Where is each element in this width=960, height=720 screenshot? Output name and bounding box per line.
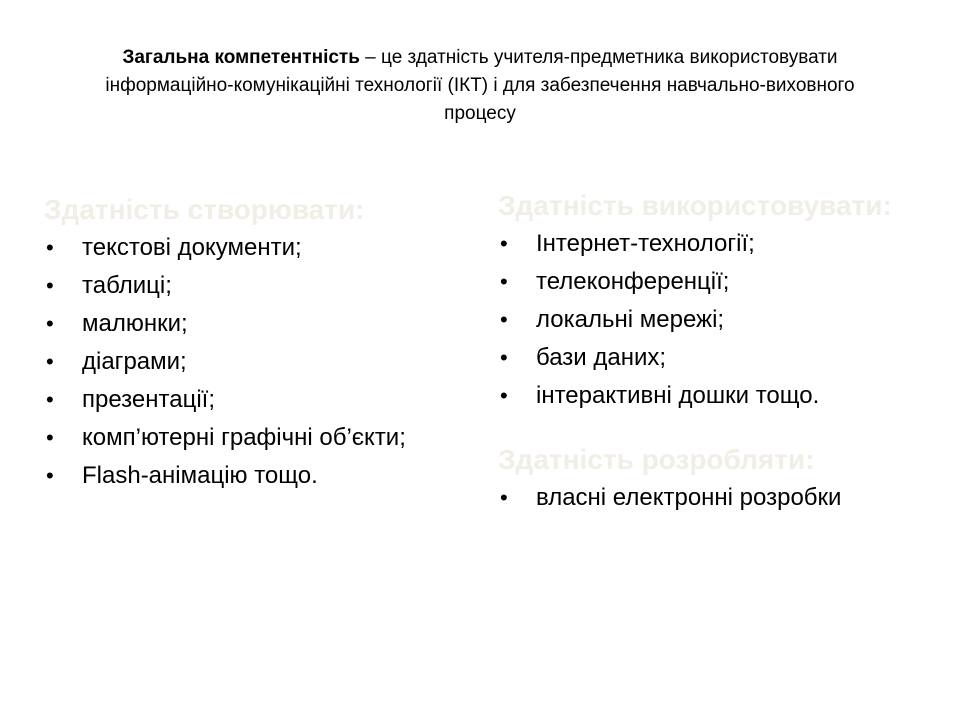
intro-term: Загальна компетентність	[122, 47, 360, 68]
right-column	[498, 188, 938, 522]
list-item	[498, 230, 938, 258]
list-item	[44, 272, 444, 300]
list-item-text: презентації;	[82, 386, 215, 413]
bullet-icon: •	[46, 273, 54, 298]
bullet-icon: •	[500, 345, 508, 370]
list-item-text: власні електронні розробки	[536, 484, 842, 511]
list-item	[44, 462, 444, 490]
list-item-text: бази даних;	[536, 344, 667, 371]
list-item	[44, 348, 444, 376]
left-column	[44, 192, 444, 500]
list-item	[498, 344, 938, 372]
develop-list	[498, 484, 938, 512]
bullet-icon: •	[46, 311, 54, 336]
list-item-text: малюнки;	[82, 310, 188, 337]
list-item-text: комп’ютерні графічні об’єкти;	[82, 424, 406, 451]
list-item-text: телеконференції;	[536, 268, 730, 295]
bullet-icon: •	[46, 463, 54, 488]
list-item-text: текстові документи;	[82, 234, 302, 261]
create-heading: Здатність створювати:	[44, 194, 365, 225]
intro-paragraph	[80, 44, 880, 128]
list-item-text: локальні мережі;	[536, 306, 725, 333]
bullet-icon: •	[500, 383, 508, 408]
list-item	[44, 234, 444, 262]
bullet-icon: •	[500, 307, 508, 332]
create-list	[44, 234, 444, 490]
list-item-text: діаграми;	[82, 348, 187, 375]
bullet-icon: •	[46, 235, 54, 260]
list-item	[498, 306, 938, 334]
bullet-icon: •	[500, 269, 508, 294]
list-item-text: Flash-анімацію тощо.	[82, 462, 318, 489]
bullet-icon: •	[46, 387, 54, 412]
list-item	[498, 484, 938, 512]
bullet-icon: •	[500, 485, 508, 510]
list-item	[44, 310, 444, 338]
list-item	[498, 382, 938, 410]
list-item	[44, 424, 422, 452]
use-list	[498, 230, 938, 410]
intro-definition: – це здатність учителя-предметника використовувати інформаційно-комунікаційні технології (ІКТ) і для забезпечення навчально-виховного процесу	[105, 47, 855, 124]
list-item	[498, 268, 938, 296]
list-item-text: Інтернет-технології;	[536, 230, 755, 257]
bullet-icon: •	[46, 349, 54, 374]
list-item-text: інтерактивні дошки тощо.	[536, 382, 820, 409]
develop-heading: Здатність розробляти:	[498, 444, 815, 475]
bullet-icon: •	[500, 231, 508, 256]
bullet-icon: •	[46, 425, 54, 450]
list-item-text: таблиці;	[82, 272, 172, 299]
use-heading: Здатність використовувати:	[498, 190, 892, 221]
list-item	[44, 386, 444, 414]
